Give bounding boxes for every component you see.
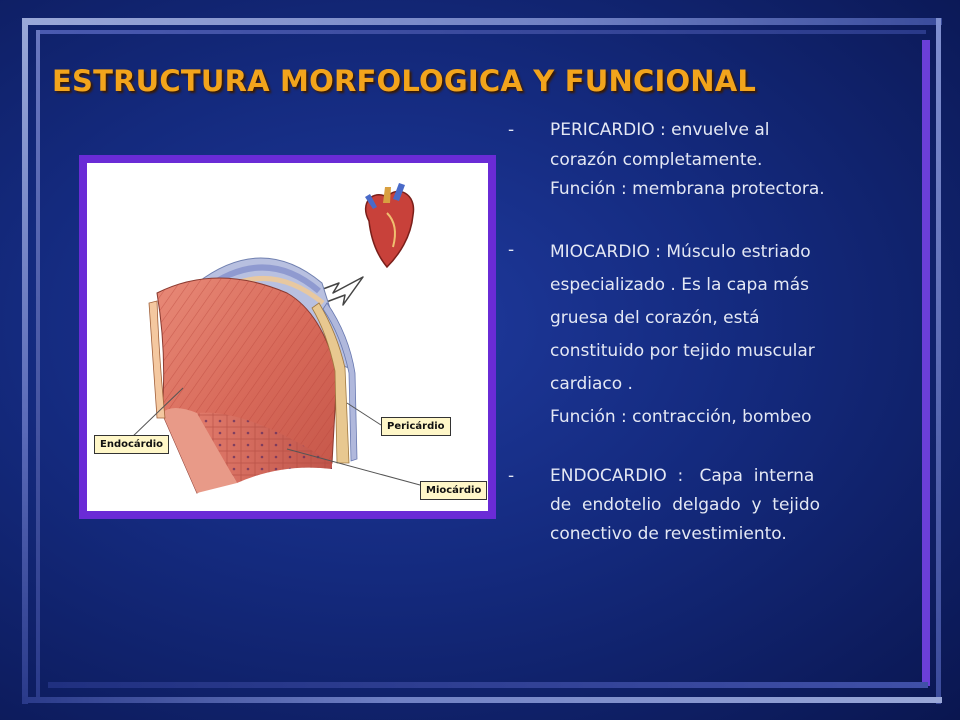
label-pericardio: Pericárdio xyxy=(381,417,451,436)
miocardio-line-2: especializado . Es la capa más xyxy=(550,274,810,295)
frame-bar-left-outer xyxy=(22,18,28,704)
miocardio-line-1: MIOCARDIO : Músculo estriado xyxy=(550,241,811,262)
miocardio-line-4: constituido por tejido muscular xyxy=(550,340,815,361)
bullet-dash: - xyxy=(508,120,515,140)
label-miocardio: Miocárdio xyxy=(420,481,487,500)
frame-bar-bottom-inner xyxy=(48,682,928,688)
frame-bar-right-purple xyxy=(922,40,930,686)
miocardio-line-3: gruesa del corazón, está xyxy=(550,307,760,328)
heart-layers-figure xyxy=(79,155,496,519)
miocardio-funcion: Función : contracción, bombeo xyxy=(550,406,812,427)
label-endocardio: Endocárdio xyxy=(94,435,169,454)
pericardio-funcion: Función : membrana protectora. xyxy=(550,179,825,199)
endocardio-line-2: de endotelio delgado y tejido xyxy=(550,494,821,515)
heart-layers-illustration xyxy=(87,163,488,511)
miocardio-block xyxy=(508,236,896,434)
pericardio-block xyxy=(508,116,896,205)
heart-wall-drawing xyxy=(87,163,488,511)
endocardio-block xyxy=(508,462,896,549)
endocardio-line-1: ENDOCARDIO : Capa interna xyxy=(550,465,815,486)
frame-bar-top-inner xyxy=(38,30,926,34)
pericardio-line-1: PERICARDIO : envuelve al xyxy=(550,120,770,140)
bullet-dash: - xyxy=(508,465,515,486)
slide-title: ESTRUCTURA MORFOLOGICA Y FUNCIONAL xyxy=(52,64,757,98)
heart-icon xyxy=(365,183,414,267)
frame-bar-right-outer xyxy=(936,18,941,704)
frame-bar-left-inner xyxy=(36,30,40,702)
endocardio-line-3: conectivo de revestimiento. xyxy=(550,523,787,544)
frame-bar-top-outer xyxy=(22,18,942,25)
slide-content xyxy=(508,116,896,549)
frame-bar-bottom-outer xyxy=(22,697,942,703)
pericardio-line-2: corazón completamente. xyxy=(550,149,763,170)
miocardio-line-5: cardiaco . xyxy=(550,373,633,394)
bullet-dash: - xyxy=(508,239,515,260)
